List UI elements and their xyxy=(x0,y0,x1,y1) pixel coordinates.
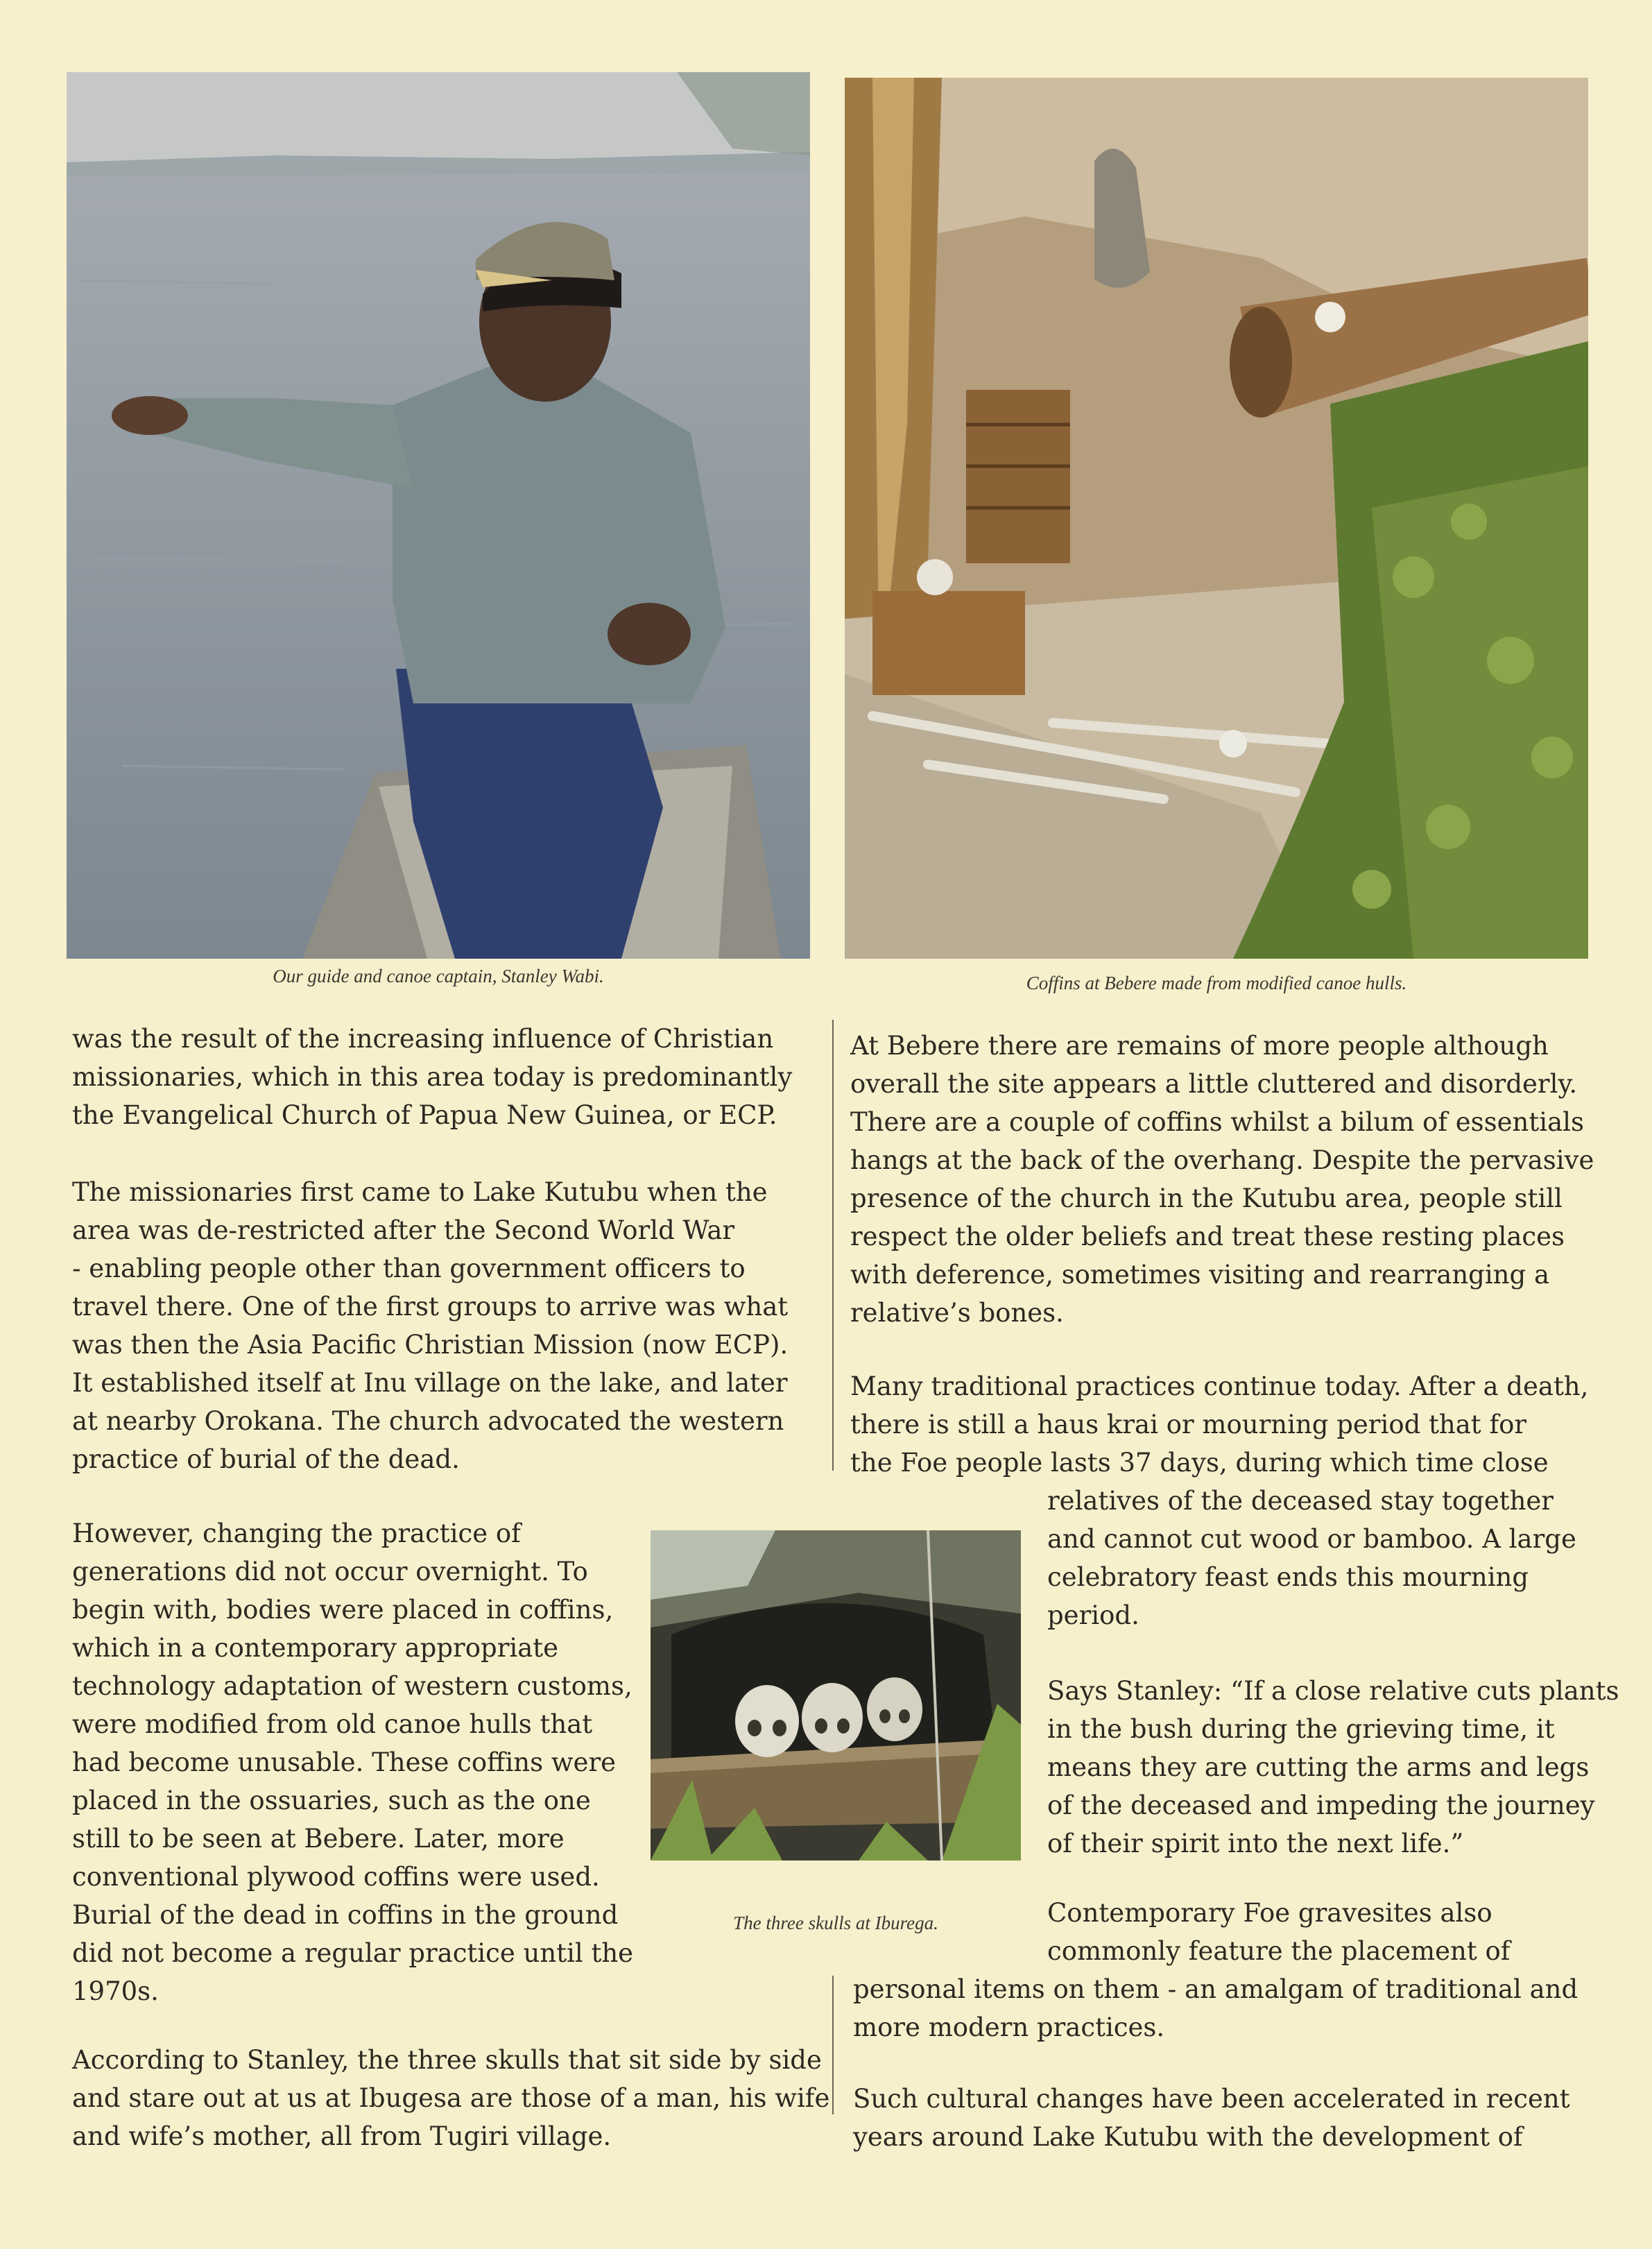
column-rule-lower xyxy=(832,1976,834,2114)
right-paragraph-2: Many traditional practices continue today. After a death, there is still a haus krai or mourning period that for the Foe people lasts 37 days, during which time close xyxy=(850,1371,1589,1478)
bebere-coffins-photo xyxy=(845,78,1588,959)
left-paragraph-4: According to Stanley, the three skulls that sit side by side and stare out at us at Ibugesa are those of a man, his wife and wife’s mother, all from Tugiri village. xyxy=(72,2045,830,2151)
left-paragraph-2: The missionaries first came to Lake Kutubu when the area was de-restricted after the Second World War - enabling people other than government officers to travel there. One of the first groups to arrive was what was then the Asia Pacific Christian Mission (now ECP). It established itself at Inu village on the lake, and later at nearby Orokana. The church advocated the western practice of burial of the dead. xyxy=(72,1177,789,1474)
three-skulls-photo xyxy=(651,1530,1021,1861)
left-paragraph-1: was the result of the increasing influence of Christian missionaries, which in this area today is predominantly the Evangelical Church of Papua New Guinea, or ECP. xyxy=(72,1024,793,1130)
coffins-photo-caption: Coffins at Bebere made from modified canoe hulls. xyxy=(1026,973,1407,993)
right-paragraph-5: Such cultural changes have been accelerated in recent years around Lake Kutubu with the development of xyxy=(853,2084,1570,2152)
right-paragraph-4-start: Contemporary Foe gravesites also commonly feature the placement of xyxy=(1047,1898,1511,1966)
right-paragraph-1: At Bebere there are remains of more people although overall the site appears a little cluttered and disorderly. There are a couple of coffins whilst a bilum of essentials hangs at the back of the overhang. Despite the pervasive presence of the church in the Kutubu area, people still respect the older beliefs and treat these resting places with deference, sometimes visiting and rearranging a relative’s bones. xyxy=(850,1031,1594,1328)
right-paragraph-4-end: personal items on them - an amalgam of traditional and more modern practices. xyxy=(853,1974,1578,2042)
right-paragraph-3: Says Stanley: “If a close relative cuts plants in the bush during the grieving time, it means they are cutting the arms and legs of the deceased and impeding the journey of their spirit into the next life.” xyxy=(1047,1676,1619,1858)
canoe-guide-photo xyxy=(67,72,810,959)
right-paragraph-2-continued: relatives of the deceased stay together and cannot cut wood or bamboo. A large celebratory feast ends this mourning period. xyxy=(1047,1486,1576,1630)
column-rule-upper xyxy=(832,1020,834,1471)
skulls-photo-caption: The three skulls at Iburega. xyxy=(733,1913,938,1933)
left-paragraph-3: However, changing the practice of generations did not occur overnight. To begin with, bodies were placed in coffins, which in a contemporary appropriate technology adaptation of western customs, were modified from old canoe hulls that had become unusable. These coffins were placed in the ossuaries, such as the one still to be seen at Bebere. Later, more conventional plywood coffins were used. Burial of the dead in coffins in the ground did not become a regular practice until the 1970s. xyxy=(72,1519,634,2006)
canoe-photo-caption: Our guide and canoe captain, Stanley Wabi. xyxy=(273,966,604,986)
